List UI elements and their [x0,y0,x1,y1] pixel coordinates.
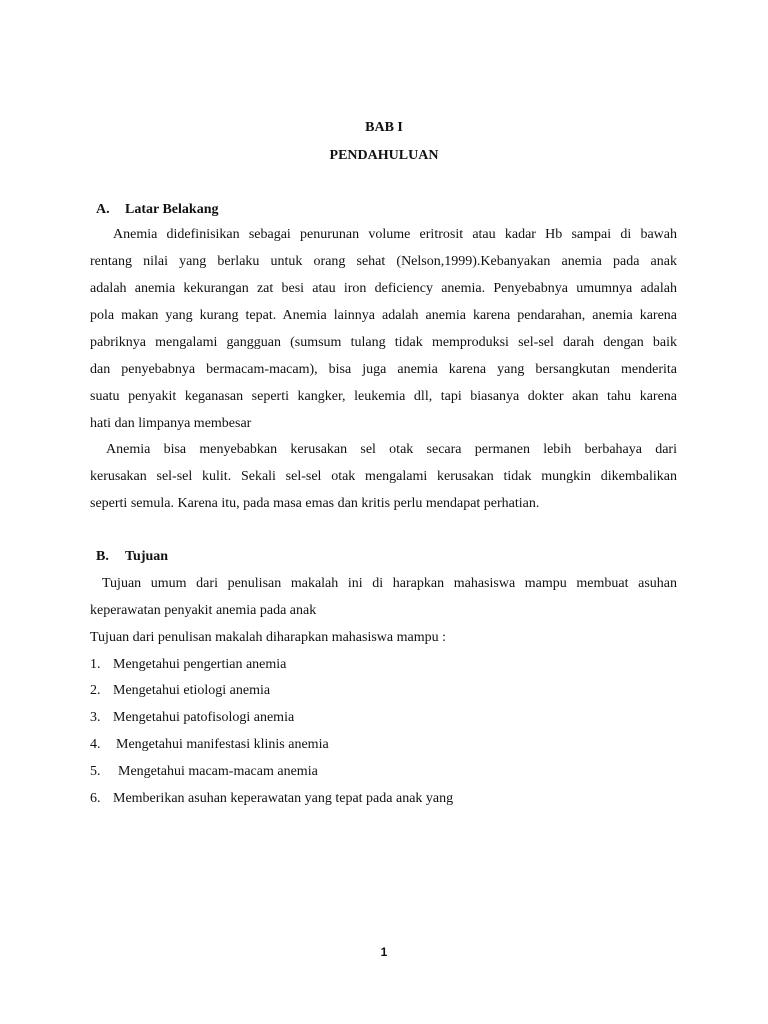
section-a-marker: A. [96,202,110,217]
paragraph-line: seperti semula. Karena itu, pada masa emas dan kritis perlu mendapat perhatian. [90,496,540,511]
list-item-number: 1. [90,657,101,672]
list-item-number: 4. [90,737,101,752]
paragraph-line: hati dan limpanya membesar [90,416,252,431]
section-b-marker: B. [96,549,109,564]
list-item-number: 2. [90,683,101,698]
list-item: Mengetahui etiologi anemia [113,683,271,698]
list-item: Mengetahui manifestasi klinis anemia [116,737,329,752]
list-item-number: 3. [90,710,101,725]
paragraph-line: suatu penyakit keganasan seperti kangker, leukemia dll, tapi biasanya dokter akan tahu karena [90,389,677,404]
list-intro: Tujuan dari penulisan makalah diharapkan mahasiswa mampu : [90,630,447,645]
page-number: 1 [380,945,388,959]
paragraph-line: rentang nilai yang berlaku untuk orang sehat (Nelson,1999).Kebanyakan anemia pada anak [90,254,677,269]
chapter-number: BAB I [365,120,403,135]
list-item: Mengetahui pengertian anemia [113,657,287,672]
paragraph-line: adalah anemia kekurangan zat besi atau iron deficiency anemia. Penyebabnya umumnya adalah [90,281,677,296]
paragraph-line: Anemia didefinisikan sebagai penurunan volume eritrosit atau kadar Hb sampai di bawah [113,227,677,242]
paragraph-line: Tujuan umum dari penulisan makalah ini di harapkan mahasiswa mampu membuat asuhan [102,576,677,591]
paragraph-line: pola makan yang kurang tepat. Anemia lainnya adalah anemia karena pendarahan, anemia karena [90,308,677,323]
section-a-heading: Latar Belakang [125,202,219,217]
paragraph-line: keperawatan penyakit anemia pada anak [90,603,317,618]
paragraph-line: Anemia bisa menyebabkan kerusakan sel otak secara permanen lebih berbahaya dari [106,442,677,457]
list-item: Memberikan asuhan keperawatan yang tepat pada anak yang [113,791,454,806]
list-item: Mengetahui macam-macam anemia [118,764,318,779]
list-item-number: 5. [90,764,101,779]
paragraph-line: dan penyebabnya bermacam-macam), bisa juga anemia karena yang bersangkutan menderita [90,362,677,377]
list-item-number: 6. [90,791,101,806]
section-b-heading: Tujuan [125,549,169,564]
paragraph-line: pabriknya mengalami gangguan (sumsum tulang tidak memproduksi sel-sel darah dengan baik [90,335,677,350]
paragraph-line: kerusakan sel-sel kulit. Sekali sel-sel otak mengalami kerusakan tidak mungkin dikembalikan [90,469,677,484]
chapter-title: PENDAHULUAN [329,148,439,163]
list-item: Mengetahui patofisologi anemia [113,710,295,725]
